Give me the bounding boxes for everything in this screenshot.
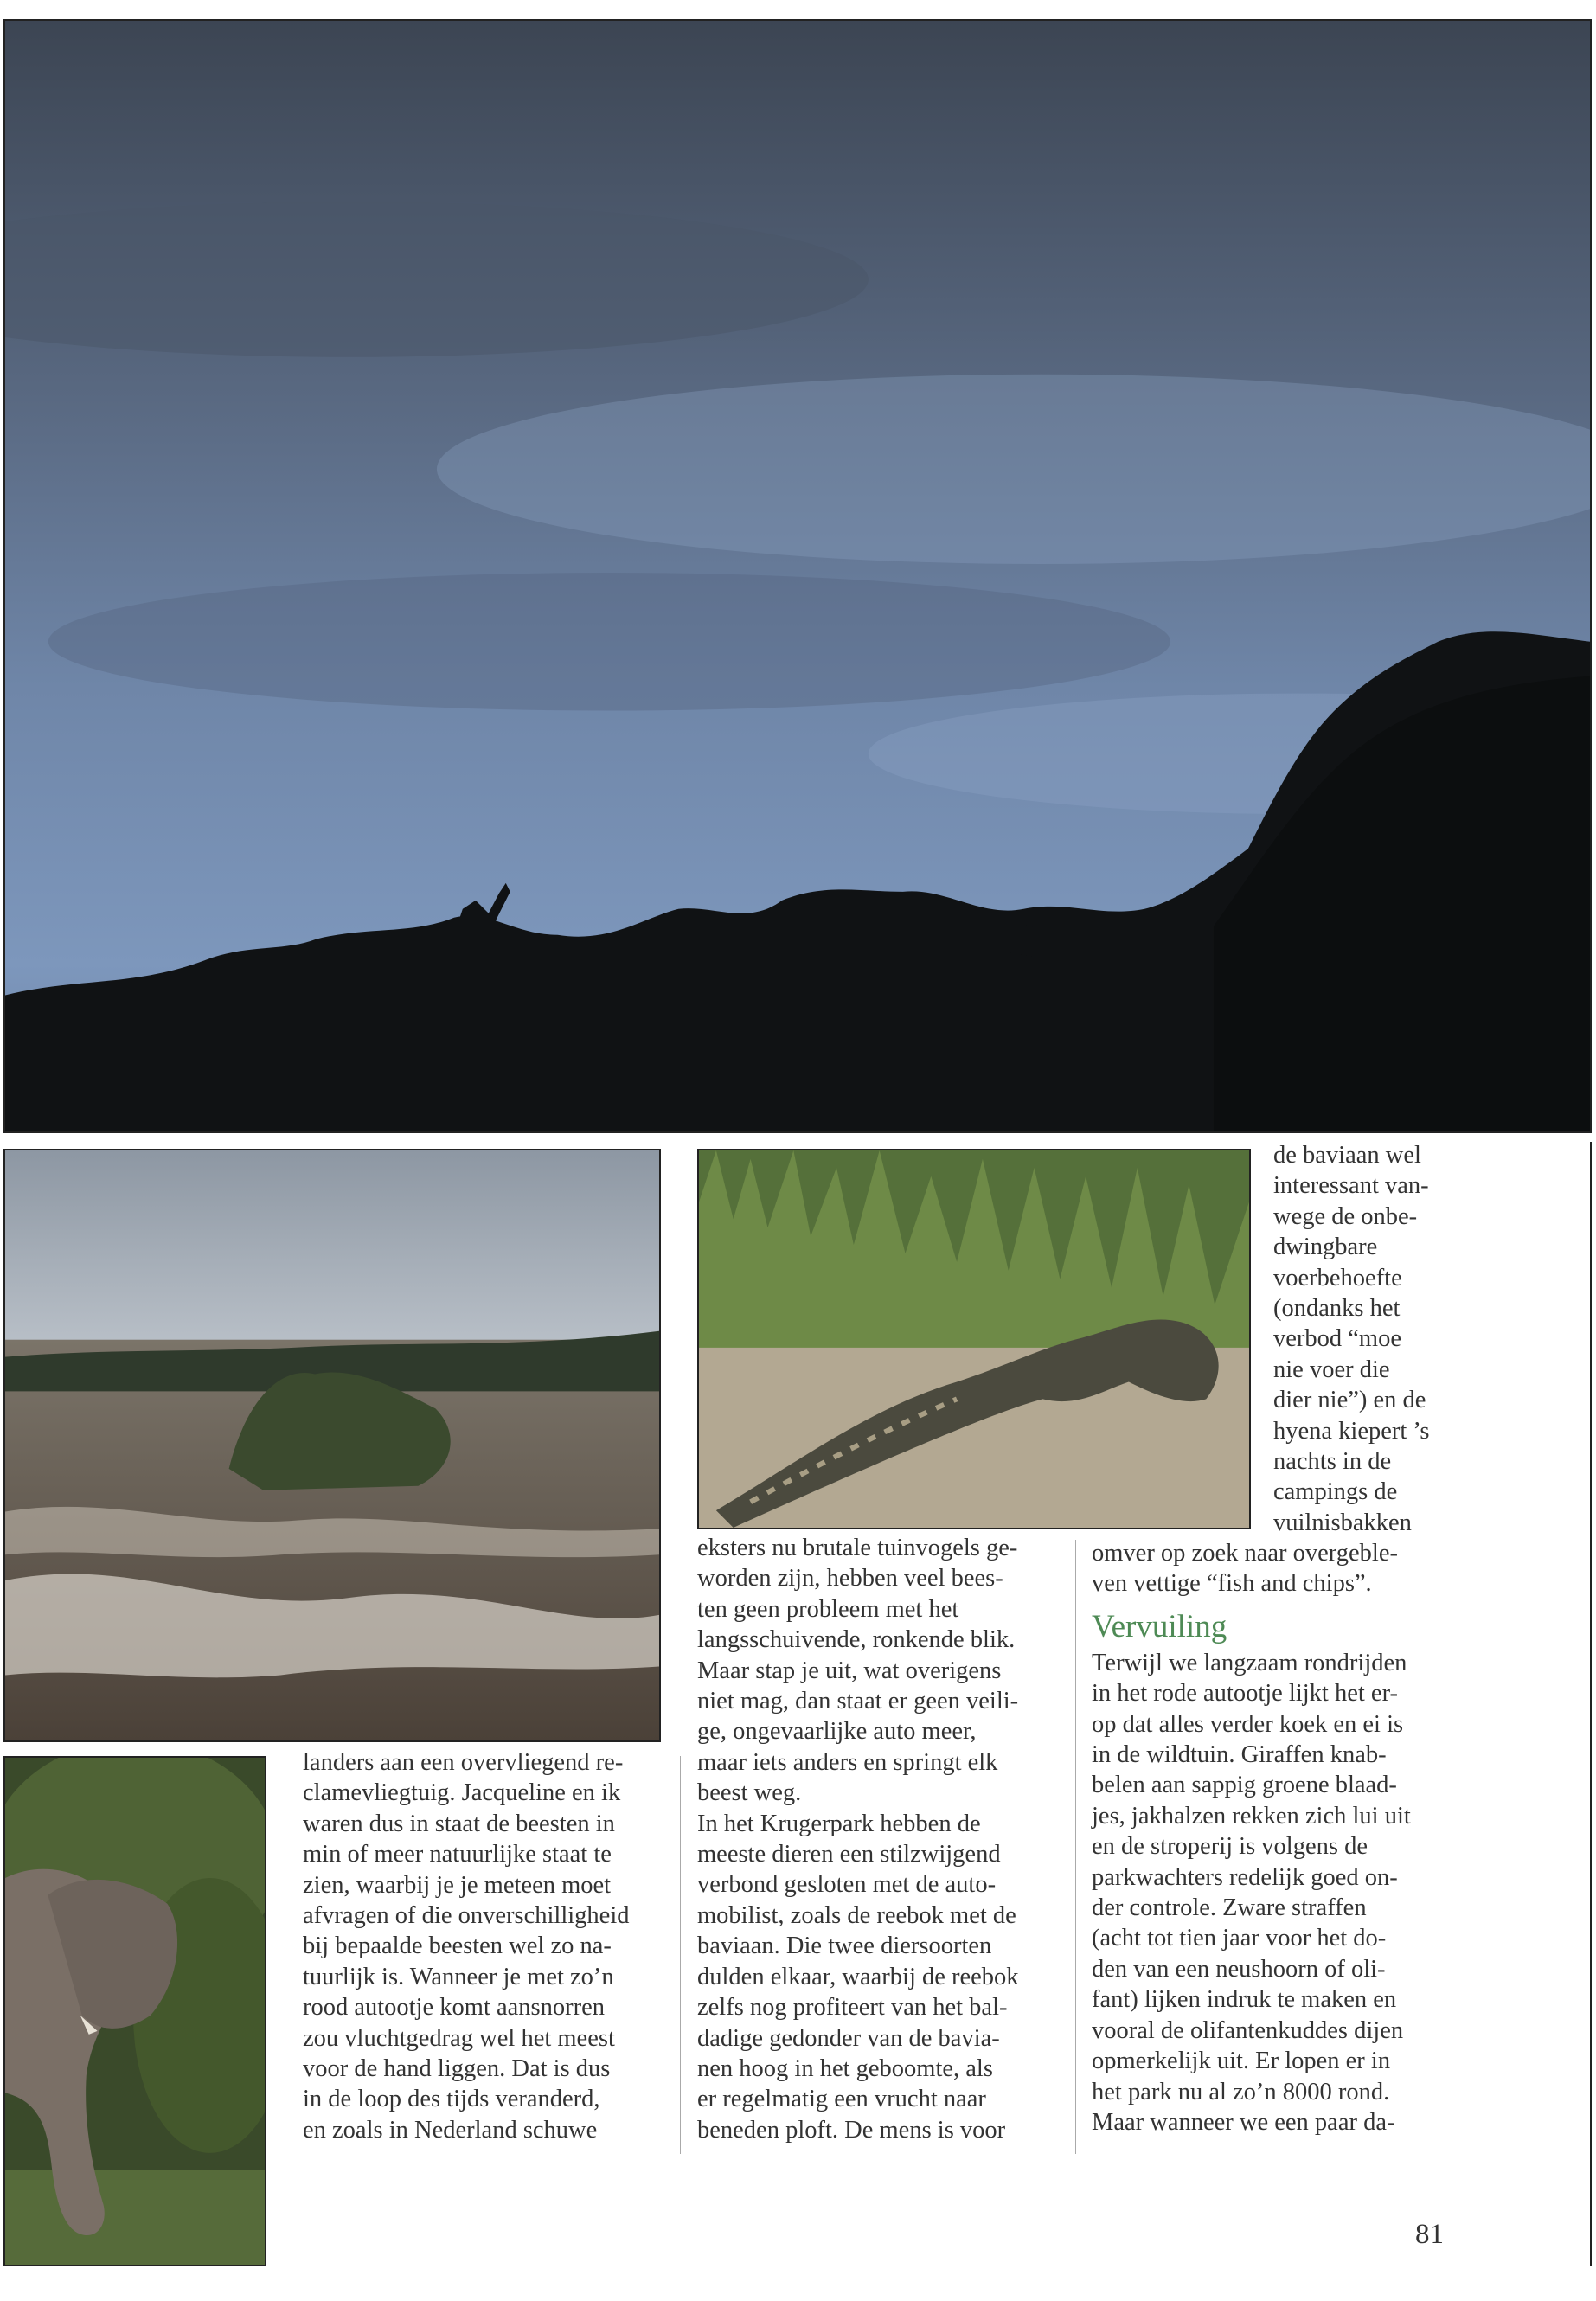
text-line: den van een neushoorn of oli-: [1092, 1955, 1386, 1983]
text-line: voerbehoefte: [1273, 1264, 1402, 1292]
text-line: interessant van-: [1273, 1172, 1429, 1200]
text-line: in de loop des tijds veranderd,: [303, 2086, 600, 2113]
text-line: en zoals in Nederland schuwe: [303, 2116, 598, 2144]
page-number: 81: [1415, 2219, 1444, 2250]
text-line: nie voer die: [1273, 1356, 1390, 1383]
text-line: vuilnisbakken: [1273, 1509, 1412, 1536]
article-column-a: [303, 1747, 675, 2145]
text-line: min of meer natuurlijke staat te: [303, 1841, 612, 1868]
text-line: dadige gedonder van de bavia-: [697, 2024, 1000, 2052]
elephant-image: [5, 1758, 265, 2265]
text-line: ge, ongevaarlijke auto meer,: [697, 1718, 977, 1746]
text-line: In het Krugerpark hebben de: [697, 1810, 981, 1837]
text-line: der controle. Zware straffen: [1092, 1894, 1367, 1922]
text-line: beneden ploft. De mens is voor: [697, 2116, 1006, 2144]
text-line: afvragen of die onverschilligheid: [303, 1902, 630, 1930]
text-line: fant) lijken indruk te maken en: [1092, 1986, 1397, 2014]
text-line: (ondanks het: [1273, 1295, 1401, 1323]
section-heading: Vervuiling: [1092, 1608, 1227, 1644]
text-line: de baviaan wel: [1273, 1142, 1421, 1169]
text-line: omver op zoek naar overgeble-: [1092, 1540, 1398, 1567]
column-rule-right: [1075, 1540, 1076, 2154]
text-line: nen hoog in het geboomte, als: [697, 2054, 993, 2082]
text-line: mobilist, zoals de reebok met de: [697, 1901, 1016, 1929]
elephant-photo: [3, 1756, 266, 2266]
text-line: rood autootje komt aansnorren: [303, 1994, 606, 2022]
text-line: in het rode autootje lijkt het er-: [1092, 1680, 1398, 1708]
text-line: ten geen probleem met het: [697, 1595, 959, 1623]
article-column-c: [1092, 1538, 1576, 2138]
text-line: hyena kiepert ’s: [1273, 1417, 1430, 1445]
text-line: nachts in de: [1273, 1448, 1392, 1476]
text-line: op dat alles verder koek en ei is: [1092, 1710, 1404, 1738]
text-line: dier nie”) en de: [1273, 1387, 1426, 1414]
text-line: waren dus in staat de beesten in: [303, 1810, 615, 1837]
text-line: het park nu al zo’n 8000 rond.: [1092, 2078, 1390, 2106]
text-line: dwingbare: [1273, 1234, 1378, 1261]
monitor-lizard-image: [699, 1150, 1249, 1528]
text-line: vooral de olifantenkuddes dijen: [1092, 2016, 1404, 2044]
text-line: niet mag, dan staat er geen veili-: [697, 1688, 1019, 1715]
text-line: dulden elkaar, waarbij de reebok: [697, 1963, 1019, 1990]
text-line: maar iets anders en springt elk: [697, 1748, 998, 1776]
text-line: jes, jakhalzen rekken zich lui uit: [1092, 1802, 1411, 1830]
text-line: landers aan een overvliegend re-: [303, 1749, 624, 1776]
river-rapids-image: [5, 1150, 659, 1740]
text-line: baviaan. Die twee diersoorten: [697, 1932, 992, 1960]
giraffe-landscape-image: [5, 21, 1590, 1131]
text-line: wege de onbe-: [1273, 1202, 1418, 1230]
text-line: belen aan sappig groene blaad-: [1092, 1772, 1397, 1799]
text-line: worden zijn, hebben veel bees-: [697, 1565, 1003, 1593]
text-line: beest weg.: [697, 1779, 802, 1807]
river-photo: [3, 1149, 661, 1742]
text-line: (acht tot tien jaar voor het do-: [1092, 1925, 1387, 1952]
text-line: clamevliegtuig. Jacqueline en ik: [303, 1779, 621, 1807]
text-line: zou vluchtgedrag wel het meest: [303, 2024, 615, 2052]
text-line: eksters nu brutale tuinvogels ge-: [697, 1535, 1018, 1561]
hero-photo: [3, 19, 1592, 1133]
text-line: Terwijl we langzaam rondrijden: [1092, 1649, 1407, 1676]
page-edge-line: [1590, 1142, 1592, 2266]
text-line: Maar wanneer we een paar da-: [1092, 2108, 1395, 2136]
text-line: er regelmatig een vrucht naar: [697, 2086, 986, 2113]
text-line: parkwachters redelijk goed on-: [1092, 1863, 1398, 1891]
article-column-c-top: [1273, 1140, 1585, 1538]
column-rule-left: [680, 1756, 681, 2154]
lizard-photo: [697, 1149, 1251, 1529]
text-line: zien, waarbij je je meteen moet: [303, 1871, 612, 1899]
text-line: campings de: [1273, 1478, 1398, 1506]
text-line: bij bepaalde beesten wel zo na-: [303, 1932, 612, 1960]
text-line: verbond gesloten met de auto-: [697, 1871, 997, 1899]
text-line: Maar stap je uit, wat overigens: [697, 1657, 1002, 1684]
text-line: tuurlijk is. Wanneer je met zo’n: [303, 1963, 614, 1990]
text-line: langsschuivende, ronkende blik.: [697, 1626, 1016, 1654]
text-line: in de wildtuin. Giraffen knab-: [1092, 1741, 1387, 1769]
text-line: opmerkelijk uit. Er lopen er in: [1092, 2048, 1391, 2075]
text-line: en de stroperij is volgens de: [1092, 1833, 1368, 1861]
text-line: zelfs nog profiteert van het bal-: [697, 1994, 1008, 2022]
text-line: voor de hand liggen. Dat is dus: [303, 2055, 611, 2083]
text-line: ven vettige “fish and chips”.: [1092, 1570, 1372, 1598]
article-column-b: [697, 1533, 1069, 2145]
text-line: verbod “moe: [1273, 1325, 1401, 1353]
text-line: meeste dieren een stilzwijgend: [697, 1841, 1001, 1868]
